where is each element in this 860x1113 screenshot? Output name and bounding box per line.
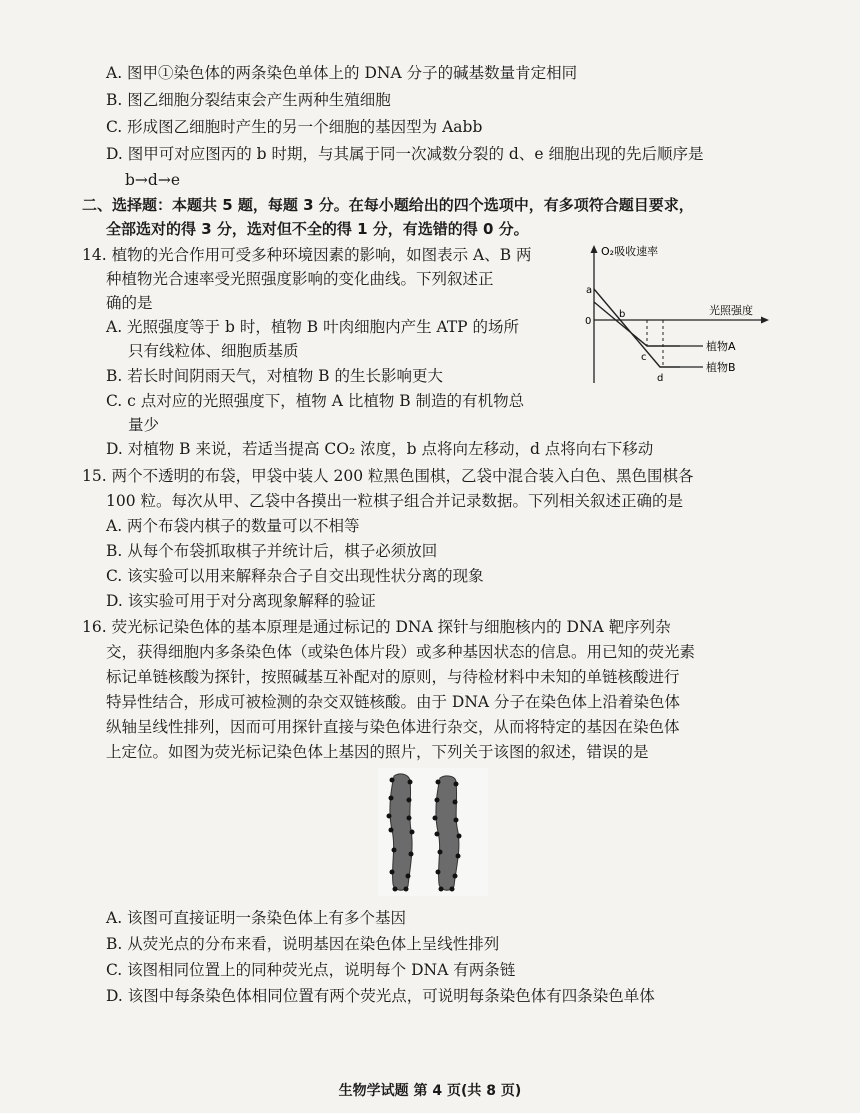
text-line-q14-d: D. 对植物 B 来说，若适当提高 CO₂ 浓度，b 点将向左移动，d 点将向右下移动	[106, 440, 654, 458]
x-axis-label: 光照强度	[709, 304, 753, 317]
light-intensity-graph	[585, 243, 775, 388]
text-line-q13-a: A. 图甲①染色体的两条染色单体上的 DNA 分子的碱基数量肯定相同	[106, 64, 578, 82]
point-b-label: b	[619, 309, 626, 320]
text-line-q14-1: 14. 植物的光合作用可受多种环境因素的影响，如图表示 A、B 两	[82, 246, 532, 264]
x-axis-arrow	[761, 317, 769, 324]
text-line-q14-a2: 只有线粒体、细胞质基质	[128, 342, 299, 360]
text-line-q14-2: 种植物光合速率受光照强度影响的变化曲线。下列叙述正	[106, 270, 494, 288]
text-line-q16-a: A. 该图可直接证明一条染色体上有多个基因	[106, 909, 407, 927]
text-line-q16-1: 16. 荧光标记染色体的基本原理是通过标记的 DNA 探针与细胞核内的 DNA 靶序列杂	[82, 618, 671, 636]
text-line-q13-d2: b→d→e	[125, 171, 180, 189]
text-line-q13-b: B. 图乙细胞分裂结束会产生两种生殖细胞	[106, 91, 391, 109]
text-line-q14-c2: 量少	[128, 416, 160, 434]
text-line-q14-b: B. 若长时间阴雨天气，对植物 B 的生长影响更大	[106, 367, 443, 385]
text-line-q16-3: 标记单链核酸为探针，按照碱基互补配对的原则，与待检材料中未知的单链核酸进行	[106, 668, 680, 686]
text-line-q13-c: C. 形成图乙细胞时产生的另一个细胞的基因型为 Aabb	[106, 118, 483, 136]
curve-plant-b	[594, 289, 680, 367]
text-line-q16-5: 纵轴呈线性排列，因而可用探针直接与染色体进行杂交，从而将特定的基因在染色体	[106, 718, 680, 736]
text-line-q16-6: 上定位。如图为荧光标记染色体上基因的照片，下列关于该图的叙述，错误的是	[106, 743, 649, 761]
text-line-sec2-1: 二、选择题：本题共 5 题，每题 3 分。在每小题给出的四个选项中，有多项符合题目要求，	[82, 196, 694, 214]
text-line-q15-b: B. 从每个布袋抓取棋子并统计后，棋子必须放回	[106, 542, 438, 560]
text-line-q15-1: 15. 两个不透明的布袋，甲袋中装人 200 粒黑色围棋，乙袋中混合装入白色、黑色围棋各	[82, 467, 694, 485]
fluorescent-chromosome-photo	[378, 768, 488, 896]
text-line-q13-d1: D. 图甲可对应图丙的 b 时期，与其属于同一次减数分裂的 d、e 细胞出现的先后顺序是	[106, 145, 704, 163]
origin-label: 0	[585, 316, 592, 327]
text-line-q15-c: C. 该实验可以用来解释杂合子自交出现性状分离的现象	[106, 567, 484, 585]
point-a-label: a	[586, 285, 593, 296]
point-c-label: c	[641, 352, 647, 363]
page-footer: 生物学试题 第 4 页(共 8 页)	[338, 1083, 522, 1099]
point-d-label: d	[657, 373, 664, 384]
text-line-q16-d: D. 该图中每条染色体相同位置有两个荧光点，可说明每条染色体有四条染色单体	[106, 987, 655, 1005]
text-line-q16-b: B. 从荧光点的分布来看，说明基因在染色体上呈线性排列	[106, 935, 500, 953]
text-line-q15-a: A. 两个布袋内棋子的数量可以不相等	[106, 517, 360, 535]
text-line-q14-3: 确的是	[106, 294, 153, 312]
text-line-q14-c1: C. c 点对应的光照强度下，植物 A 比植物 B 制造的有机物总	[106, 392, 525, 410]
legend-plant-b: 植物B	[706, 361, 736, 374]
y-axis-arrow	[591, 245, 598, 253]
y-axis-label: O₂吸收速率	[601, 245, 659, 258]
text-line-sec2-2: 全部选对的得 3 分，选对但不全的得 1 分，有选错的得 0 分。	[106, 220, 529, 238]
text-line-q16-c: C. 该图相同位置上的同种荧光点，说明每个 DNA 有两条链	[106, 961, 516, 979]
legend-plant-a: 植物A	[706, 340, 736, 353]
text-line-q15-d: D. 该实验可用于对分离现象解释的验证	[106, 592, 376, 610]
text-line-q16-2: 交，获得细胞内多条染色体（或染色体片段）或多种基因状态的信息。用已知的荧光素	[106, 643, 696, 661]
text-line-q16-4: 特异性结合，形成可被检测的杂交双链核酸。由于 DNA 分子在染色体上沿着染色体	[106, 693, 681, 711]
text-line-q15-2: 100 粒。每次从甲、乙袋中各摸出一粒棋子组合并记录数据。下列相关叙述正确的是	[106, 492, 684, 510]
text-line-q14-a1: A. 光照强度等于 b 时，植物 B 叶肉细胞内产生 ATP 的场所	[106, 318, 520, 336]
